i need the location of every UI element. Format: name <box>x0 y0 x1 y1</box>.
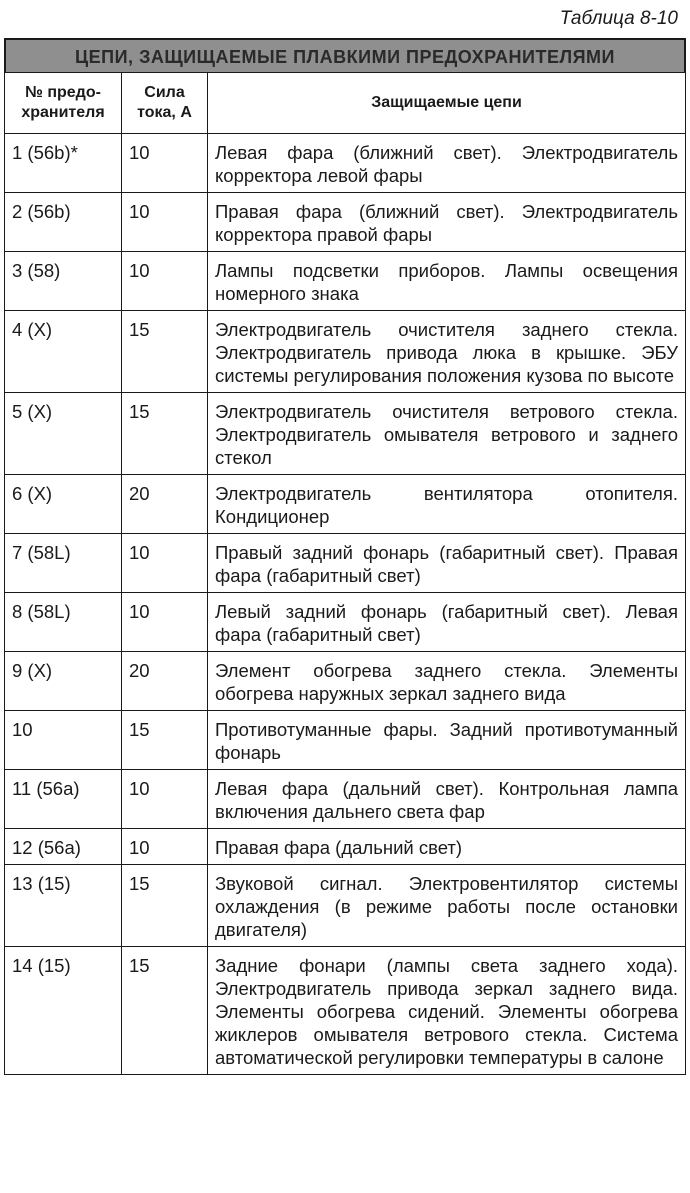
table-row <box>5 393 686 475</box>
current-cell: 15 <box>122 393 208 475</box>
fuse-number-cell: 13 (15) <box>5 865 122 947</box>
fuse-number-cell: 12 (56a) <box>5 829 122 865</box>
circuits-cell: Противотуманные фары. Задний противотуманный фонарь <box>208 711 686 770</box>
fuse-number-cell: 6 (X) <box>5 475 122 534</box>
table-row <box>5 311 686 393</box>
current-cell: 10 <box>122 593 208 652</box>
table-row <box>5 770 686 829</box>
fuse-number-cell: 9 (X) <box>5 652 122 711</box>
fuse-number-cell: 4 (X) <box>5 311 122 393</box>
table-row <box>5 193 686 252</box>
circuits-cell: Левая фара (ближний свет). Электродвигатель корректора левой фары <box>208 134 686 193</box>
circuits-cell: Электродвигатель вентилятора отопителя. Кондиционер <box>208 475 686 534</box>
fuse-number-cell: 2 (56b) <box>5 193 122 252</box>
table-row <box>5 829 686 865</box>
fuse-number-cell: 7 (58L) <box>5 534 122 593</box>
current-cell: 10 <box>122 193 208 252</box>
fuse-number-cell: 1 (56b)* <box>5 134 122 193</box>
table-row <box>5 865 686 947</box>
fuse-number-cell: 11 (56a) <box>5 770 122 829</box>
current-cell: 10 <box>122 134 208 193</box>
current-cell: 15 <box>122 947 208 1075</box>
circuits-cell: Электродвигатель очистителя заднего стекла. Электродвигатель привода люка в крышке. ЭБУ системы регулирования положения кузова по высоте <box>208 311 686 393</box>
current-cell: 20 <box>122 652 208 711</box>
circuits-cell: Лампы подсветки приборов. Лампы освещения номерного знака <box>208 252 686 311</box>
table-row <box>5 652 686 711</box>
circuits-cell: Электродвигатель очистителя ветрового стекла. Электродвигатель омывателя ветрового и заднего стекол <box>208 393 686 475</box>
table-row <box>5 593 686 652</box>
current-cell: 15 <box>122 711 208 770</box>
current-cell: 10 <box>122 770 208 829</box>
table-row <box>5 252 686 311</box>
table-caption: Таблица 8-10 <box>559 8 678 29</box>
current-cell: 10 <box>122 829 208 865</box>
circuits-cell: Левая фара (дальний свет). Контрольная лампа включения дальнего света фар <box>208 770 686 829</box>
table-row <box>5 947 686 1075</box>
current-cell: 20 <box>122 475 208 534</box>
fuse-number-cell: 3 (58) <box>5 252 122 311</box>
circuits-cell: Элемент обогрева заднего стекла. Элементы обогрева наружных зеркал заднего вида <box>208 652 686 711</box>
table-header-row <box>5 73 686 134</box>
table-row <box>5 534 686 593</box>
header-current: Сила тока, А <box>122 73 208 134</box>
current-cell: 15 <box>122 865 208 947</box>
table-row <box>5 134 686 193</box>
fuse-table <box>4 72 686 1075</box>
header-circuits: Защищаемые цепи <box>208 73 686 134</box>
current-cell: 10 <box>122 534 208 593</box>
circuits-cell: Правый задний фонарь (габаритный свет). Правая фара (габаритный свет) <box>208 534 686 593</box>
circuits-cell: Задние фонари (лампы света заднего хода). Электродвигатель привода зеркал заднего вида. Элементы обогрева сидений. Элементы обогрева жиклеров омывателя ветрового стекла. Система автоматической регулировки температуры в салоне <box>208 947 686 1075</box>
table-row <box>5 711 686 770</box>
fuse-number-cell: 5 (X) <box>5 393 122 475</box>
table-title: ЦЕПИ, ЗАЩИЩАЕМЫЕ ПЛАВКИМИ ПРЕДОХРАНИТЕЛЯМИ <box>4 38 686 72</box>
header-fuse-number: № предо-хранителя <box>5 73 122 134</box>
circuits-cell: Левый задний фонарь (габаритный свет). Левая фара (габаритный свет) <box>208 593 686 652</box>
fuse-number-cell: 10 <box>5 711 122 770</box>
circuits-cell: Звуковой сигнал. Электровентилятор системы охлаждения (в режиме работы после остановки двигателя) <box>208 865 686 947</box>
circuits-cell: Правая фара (ближний свет). Электродвигатель корректора правой фары <box>208 193 686 252</box>
current-cell: 15 <box>122 311 208 393</box>
circuits-cell: Правая фара (дальний свет) <box>208 829 686 865</box>
fuse-number-cell: 14 (15) <box>5 947 122 1075</box>
fuse-number-cell: 8 (58L) <box>5 593 122 652</box>
current-cell: 10 <box>122 252 208 311</box>
table-row <box>5 475 686 534</box>
